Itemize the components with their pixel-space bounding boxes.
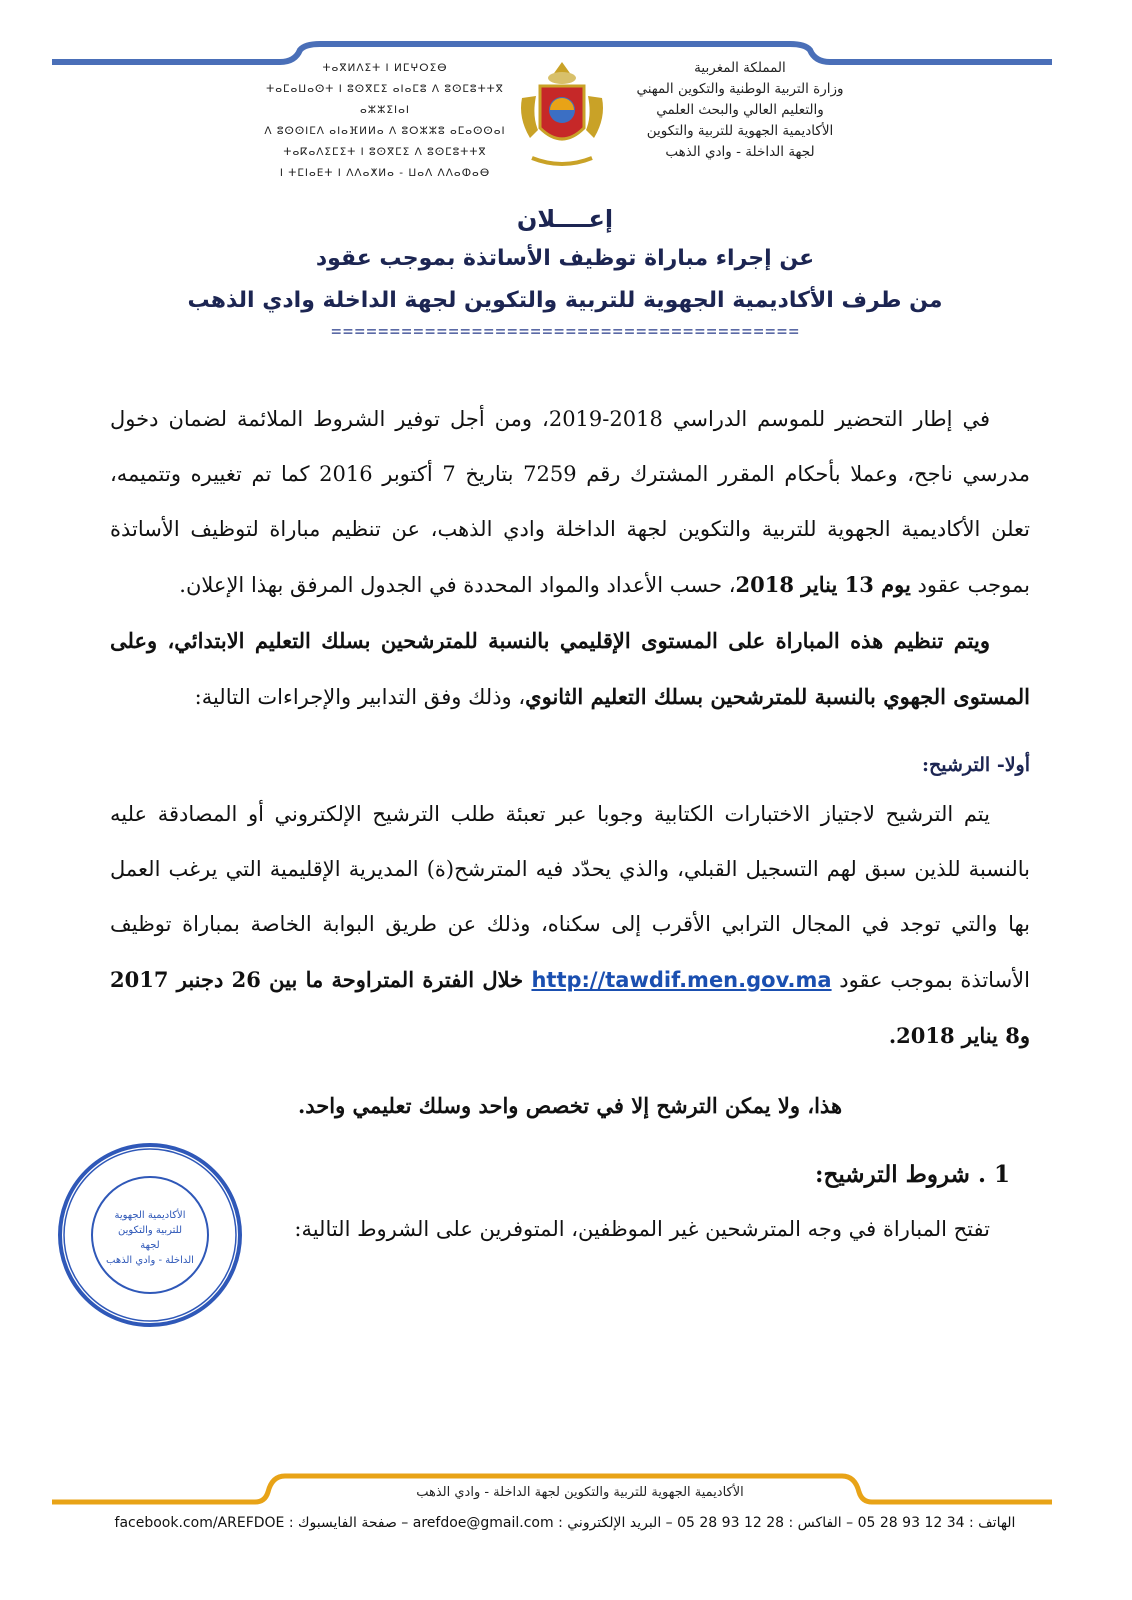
coat-of-arms-emblem bbox=[512, 58, 612, 173]
announcement-titles bbox=[100, 200, 1030, 342]
header-line: وزارة التربية الوطنية والتكوين المهني bbox=[636, 81, 844, 97]
title-subject: عن إجراء مباراة توظيف الأساتذة بموجب عقود bbox=[315, 246, 815, 271]
tawdif-portal-link[interactable]: http://tawdif.men.gov.ma bbox=[531, 968, 832, 992]
text: ، وذلك وفق التدابير والإجراءات التالية: bbox=[194, 685, 526, 709]
header-line: ⵜⴰⴳⵍⴷⵉⵜ ⵏ ⵍⵎⵖⵔⵉⴱ bbox=[322, 62, 448, 74]
header-arabic bbox=[610, 58, 870, 163]
candidacy-period: خلال الفترة المتراوحة ما بين 26 دجنبر 2017 و8 يناير 2018. bbox=[110, 967, 1030, 1048]
footer-contacts: الهاتف : 34 12 93 28 05 – الفاكس : 28 12 93 28 05 – البريد الإلكتروني : arefdoe@gmail.com – صفحة الفايسبوك : facebook.com/AREFDOE bbox=[114, 1515, 1016, 1531]
stamp-text: الداخلة - وادي الذهب bbox=[106, 1255, 194, 1266]
paragraph-levels bbox=[110, 613, 1030, 725]
header-line: ⵏ ⵜⵎⵏⴰⴹⵜ ⵏ ⴷⴷⴰⵅⵍⴰ - ⵡⴰⴷ ⴷⴷⴰⵀⴰⴱ bbox=[279, 167, 491, 179]
stamp-text: لجهة bbox=[140, 1240, 160, 1251]
title-issuer: من طرف الأكاديمية الجهوية للتربية والتكوين لجهة الداخلة وادي الذهب bbox=[187, 288, 943, 313]
heading-conditions: 1 . شروط الترشيح: bbox=[815, 1161, 1010, 1188]
paragraph-intro bbox=[110, 392, 1030, 613]
header-line: ⵜⴰⵎⴰⵡⴰⵙⵜ ⵏ ⵓⵙⴳⵎⵉ ⴰⵏⴰⵎⵓ ⴷ ⵓⵙⵎⵓⵜⵜⴳ ⴰⵣⵣⵉⵏⴰⵏ bbox=[266, 83, 504, 116]
header-tifinagh bbox=[255, 58, 515, 184]
stamp-text: الأكاديمية الجهوية bbox=[114, 1210, 186, 1221]
header-line: المملكة المغربية bbox=[694, 60, 786, 76]
section-heading-candidacy: أولا- الترشيح: bbox=[921, 754, 1030, 776]
paragraph-single-specialty: هذا، ولا يمكن الترشح إلا في تخصص واحد وسلك تعليمي واحد. bbox=[297, 1093, 843, 1118]
header-line: الأكاديمية الجهوية للتربية والتكوين bbox=[646, 123, 834, 139]
title-separator: ======================================== bbox=[330, 324, 800, 340]
header-line: لجهة الداخلة - وادي الذهب bbox=[665, 144, 815, 160]
text: في إطار التحضير للموسم الدراسي 2018-2019، ومن أجل توفير الشروط الملائمة لضمان دخول مدرسي ناجح، وعملا بأحكام المقرر المشترك رقم 7259 بتاريخ 7 أكتوبر 2016 كما تم تغييره وتتميمه، تعلن الأكاديمية الجهوية للتربية والتكوين لجهة الداخلة وادي الذهب، عن تنظيم مباراة لتوظيف الأساتذة بموجب عقود bbox=[110, 407, 1030, 597]
exam-date: يوم 13 يناير 2018 bbox=[735, 572, 911, 597]
text: يتم الترشيح لاجتياز الاختبارات الكتابية وجوبا عبر تعبئة طلب الترشيح الإلكتروني أو المصادقة عليه بالنسبة للذين سبق لهم التسجيل القبلي، والذي يحدّد فيه المترشح(ة) المديرية الإقليمية التي يرغب العمل بها والتي توجد في المجال الترابي الأقرب إلى سكناه، وذلك عن طريق البوابة الخاصة بمباراة توظيف الأساتذة بموجب عقود bbox=[110, 802, 1030, 992]
text: ويتم تنظيم هذه المباراة على المستوى الإقليمي بالنسبة للمترشحين بسلك التعليم الابتدائي، وعلى المستوى الجهوي بالنسبة للمترشحين بسلك التعليم الثانوي bbox=[110, 628, 1030, 709]
official-stamp bbox=[55, 1140, 245, 1330]
header-line: والتعليم العالي والبحث العلمي bbox=[656, 102, 824, 118]
header-line: ⵜⴰⴽⴰⴷⵉⵎⵉⵜ ⵏ ⵓⵙⴳⵎⵉ ⴷ ⵓⵙⵎⵓⵜⵜⴳ bbox=[283, 146, 487, 158]
paragraph-candidacy bbox=[110, 787, 1030, 1064]
announcement-body bbox=[110, 392, 1030, 1257]
title-announcement: إعــــلان bbox=[516, 205, 614, 233]
paragraph-conditions: تفتح المباراة في وجه المترشحين غير الموظفين، المتوفرين على الشروط التالية: bbox=[294, 1217, 990, 1241]
header-line: ⴷ ⵓⵙⵙⵏⵎⴷ ⴰⵏⴰⴼⵍⵍⴰ ⴷ ⵓⵔⵣⵣⵓ ⴰⵎⴰⵙⵙⴰⵏ bbox=[264, 125, 506, 137]
text: ، حسب الأعداد والمواد المحددة في الجدول المرفق بهذا الإعلان. bbox=[179, 573, 736, 597]
footer-institution: الأكاديمية الجهوية للتربية والتكوين لجهة الداخلة - وادي الذهب bbox=[416, 1485, 744, 1500]
stamp-text: للتربية والتكوين bbox=[118, 1225, 182, 1236]
